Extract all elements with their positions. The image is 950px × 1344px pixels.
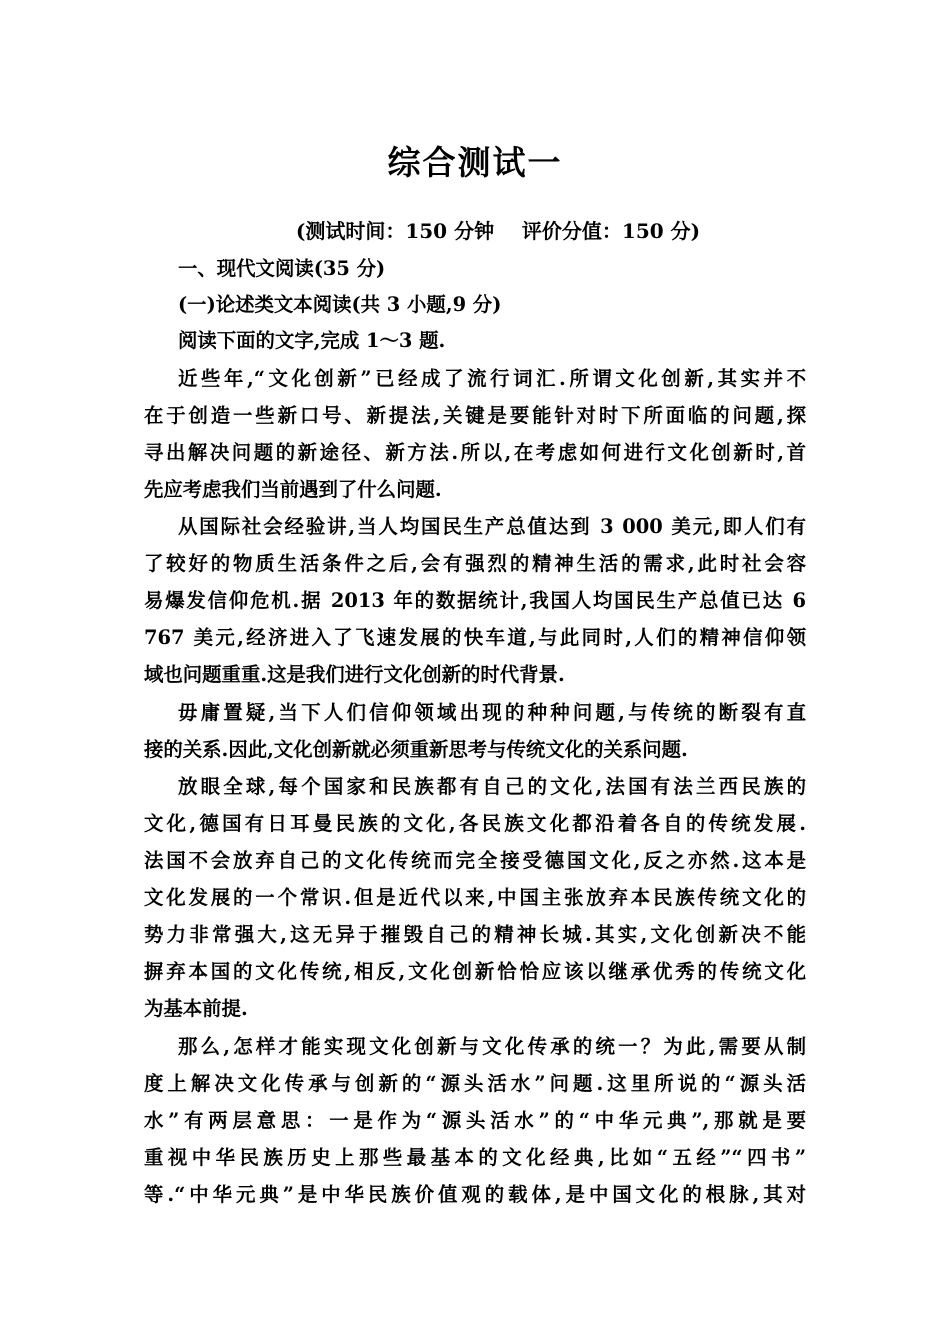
paragraph-line: 势力非常强大,这无异于摧毁自己的精神长城.其实,文化创新决不能 xyxy=(144,923,806,946)
paragraph-line: 在于创造一些新口号、新提法,关键是要能针对时下所面临的问题,探 xyxy=(144,404,806,427)
paragraph-line: 水”有两层意思：一是作为“源头活水”的“中华元典”,那就是要 xyxy=(144,1109,806,1132)
paragraph-line: 近些年,“文化创新”已经成了流行词汇.所谓文化创新,其实并不 xyxy=(178,367,806,390)
paragraph-line: 毋庸置疑,当下人们信仰领域出现的种种问题,与传统的断裂有直 xyxy=(178,701,806,724)
paragraph-line: 易爆发信仰危机.据 2013 年的数据统计,我国人均国民生产总值已达 6 xyxy=(144,589,806,612)
paragraph-line: 接的关系.因此,文化创新就必须重新思考与传统文化的关系问题. xyxy=(144,738,688,761)
paragraph-line: 为基本前提. xyxy=(144,997,248,1020)
paragraph-line: 度上解决文化传承与创新的“源头活水”问题.这里所说的“源头活 xyxy=(144,1072,806,1095)
paragraph-line: 文化发展的一个常识.但是近代以来,中国主张放弃本民族传统文化的 xyxy=(144,886,806,909)
paragraph-line: 从国际社会经验讲,当人均国民生产总值达到 3 000 美元,即人们有 xyxy=(178,515,806,538)
paragraph-line: 那么,怎样才能实现文化创新与文化传承的统一？为此,需要从制 xyxy=(178,1035,806,1058)
paragraph-line: 寻出解决问题的新途径、新方法.所以,在考虑如何进行文化创新时,首 xyxy=(144,441,806,464)
test-info: (测试时间：150 分钟 评价分值：150 分) xyxy=(295,219,701,243)
paragraph-line: 域也问题重重.这是我们进行文化创新的时代背景. xyxy=(144,663,565,686)
instruction-text: 阅读下面的文字,完成 1～3 题. xyxy=(178,329,446,352)
paragraph-line: 重视中华民族历史上那些最基本的文化经典,比如“五经”“四书” xyxy=(144,1146,806,1169)
paragraph-line: 等.“中华元典”是中华民族价值观的载体,是中国文化的根脉,其对 xyxy=(144,1183,806,1206)
paragraph-line: 放眼全球,每个国家和民族都有自己的文化,法国有法兰西民族的 xyxy=(178,775,806,798)
paragraph-line: 文化,德国有日耳曼民族的文化,各民族文化都沿着各自的传统发展. xyxy=(144,812,806,835)
paragraph-line: 先应考虑我们当前遇到了什么问题. xyxy=(144,478,442,501)
paragraph-line: 了较好的物质生活条件之后,会有强烈的精神生活的需求,此时社会容 xyxy=(144,552,806,575)
page-title: 综合测试一 xyxy=(387,143,563,182)
paragraph-line: 法国不会放弃自己的文化传统而完全接受德国文化,反之亦然.这本是 xyxy=(144,849,806,872)
paragraph-line: 767 美元,经济进入了飞速发展的快车道,与此同时,人们的精神信仰领 xyxy=(144,626,806,649)
section-heading: 一、现代文阅读(35 分) xyxy=(178,257,386,280)
subsection-heading: (一)论述类文本阅读(共 3 小题,9 分) xyxy=(178,293,502,316)
paragraph-line: 摒弃本国的文化传统,相反,文化创新恰恰应该以继承优秀的传统文化 xyxy=(144,960,806,983)
